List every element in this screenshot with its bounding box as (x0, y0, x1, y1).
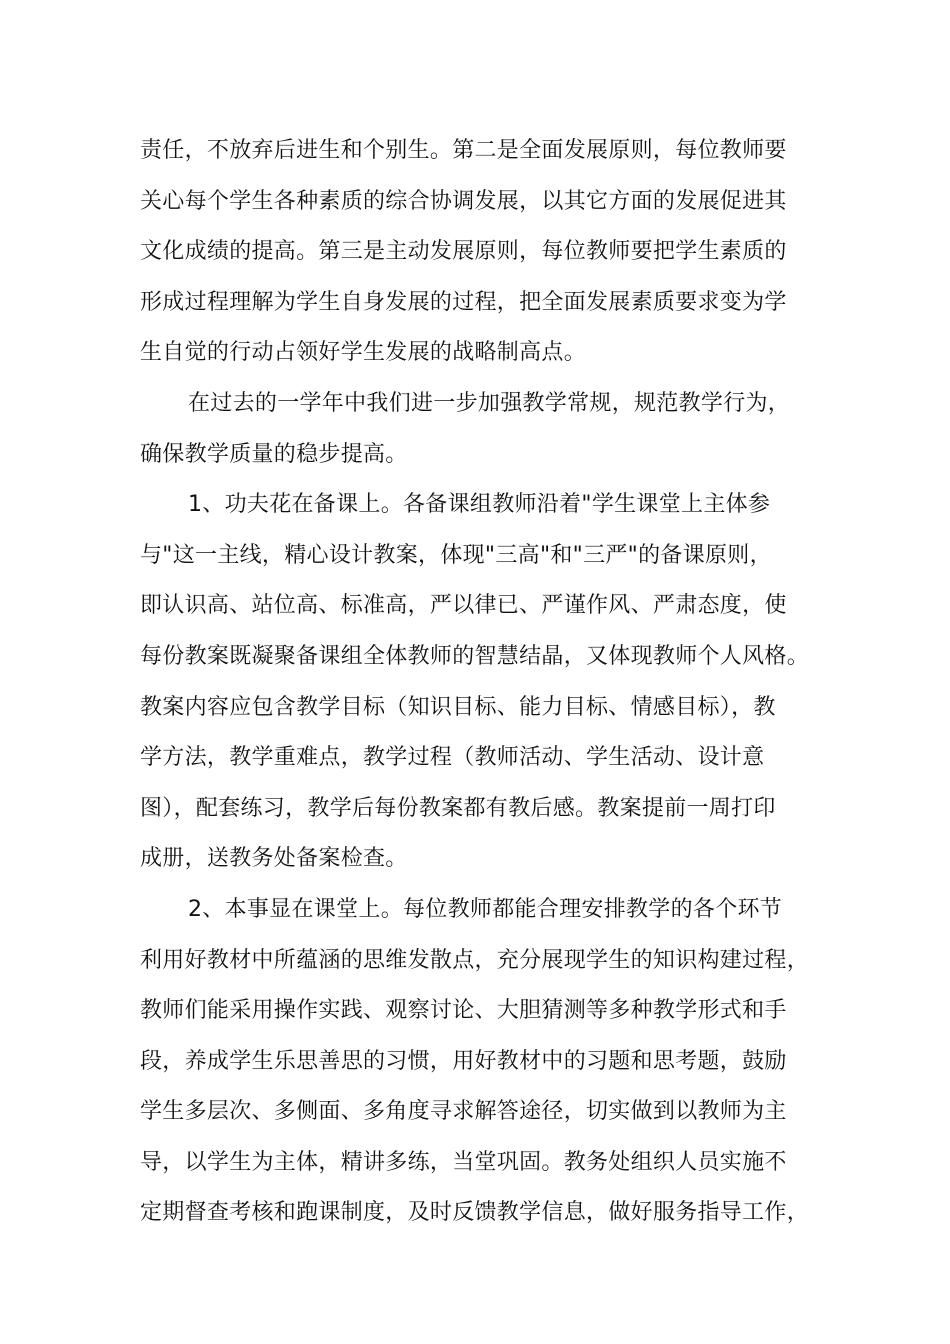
document-body (140, 126, 830, 1239)
text-line: 图），配套练习，教学后每份教案都有教后感。教案提前一周打印 (140, 795, 776, 821)
text-line: 1、功夫花在备课上。各备课组教师沿着"学生课堂上主体参 (188, 492, 771, 518)
text-line: 教师们能采用操作实践、观察讨论、大胆猜测等多种教学形式和手 (140, 998, 787, 1024)
text-line: 教案内容应包含教学目标（知识目标、能力目标、情感目标），教 (140, 694, 776, 720)
text-line: 责任，不放弃后进生和个别生。第二是全面发展原则，每位教师要 (140, 138, 787, 163)
text-line: 生自觉的行动占领好学生发展的战略制高点。 (140, 340, 587, 366)
text-line: 在过去的一学年中我们进一步加强教学常规，规范教学行为， (188, 390, 791, 416)
text-line: 成册，送教务处备案检查。 (140, 846, 408, 872)
text-line: 关心每个学生各种素质的综合协调发展，以其它方面的发展促进其 (140, 188, 787, 214)
text-line: 定期督查考核和跑课制度，及时反馈教学信息，做好服务指导工作， (140, 1200, 810, 1226)
text-line: 学方法，教学重难点，教学过程（教师活动、学生活动、设计意 (140, 745, 765, 771)
text-line: 确保教学质量的稳步提高。 (140, 441, 408, 467)
text-line: 利用好教材中所蕴涵的思维发散点，充分展现学生的知识构建过程， (140, 947, 810, 973)
text-line: 导，以学生为主体，精讲多练，当堂巩固。教务处组织人员实施不 (140, 1149, 787, 1175)
text-line: 即认识高、站位高、标准高，严以律已、严谨作风、严肃态度，使 (140, 593, 787, 619)
text-line: 文化成绩的提高。第三是主动发展原则，每位教师要把学生素质的 (140, 239, 787, 265)
text-line: 形成过程理解为学生自身发展的过程，把全面发展素质要求变为学 (140, 289, 787, 315)
text-line: 每份教案既凝聚备课组全体教师的智慧结晶，又体现教师个人风格。 (140, 643, 810, 669)
text-line: 与"这一主线，精心设计教案，体现"三高"和"三严"的备课原则， (140, 542, 772, 568)
text-line: 2、本事显在课堂上。每位教师都能合理安排教学的各个环节 (188, 896, 783, 922)
text-line: 段，养成学生乐思善思的习惯，用好教材中的习题和思考题，鼓励 (140, 1048, 787, 1074)
text-line: 学生多层次、多侧面、多角度寻求解答途径，切实做到以教师为主 (140, 1099, 787, 1125)
